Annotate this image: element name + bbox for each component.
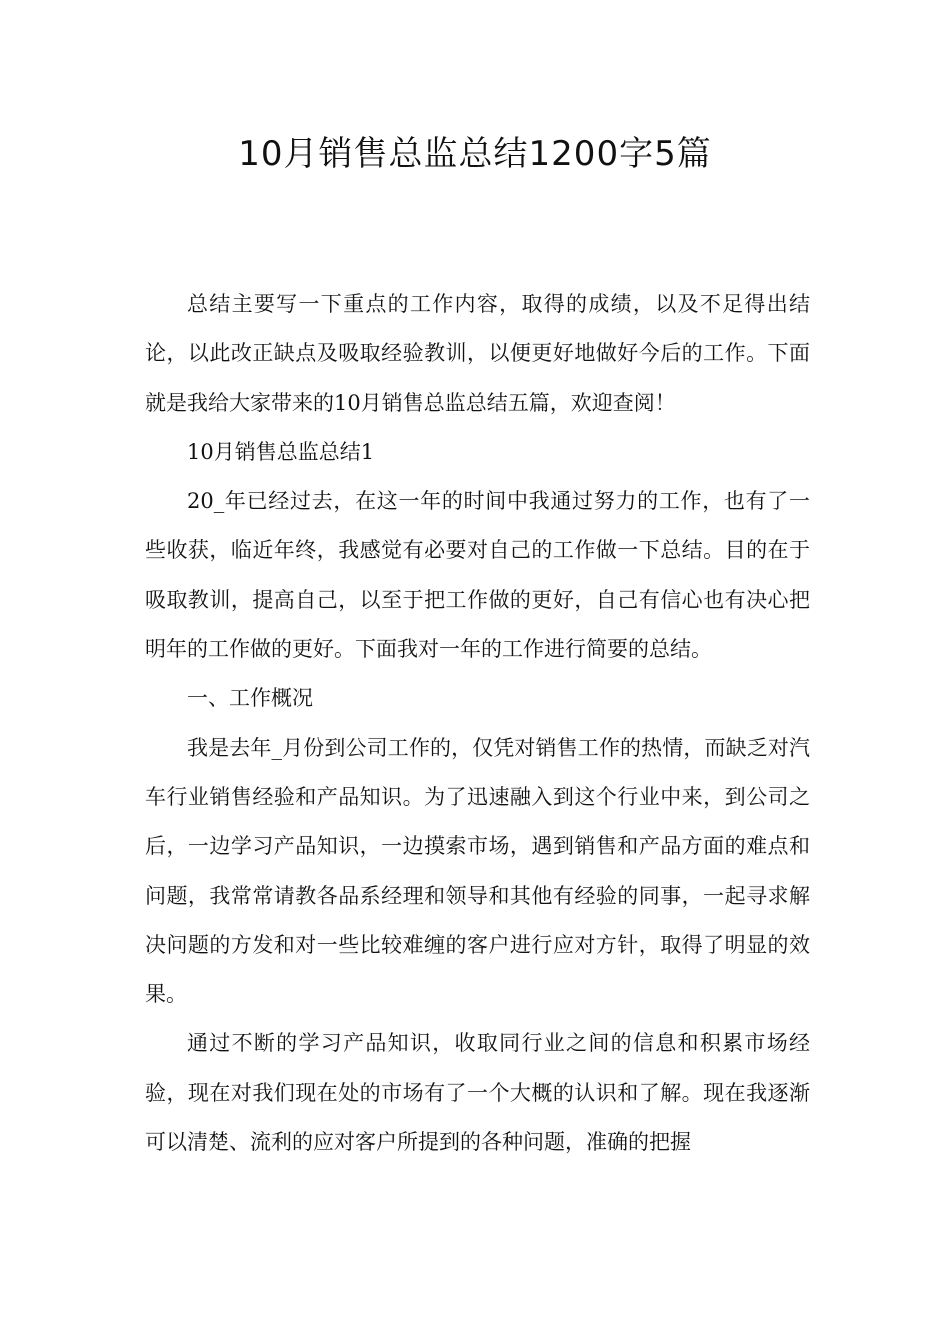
body-paragraph: 20_年已经过去，在这一年的时间中我通过努力的工作，也有了一些收获，临近年终，我感觉有必要对自己的工作做一下总结。目的在于吸取教训，提高自己，以至于把工作做的更好，自己有信心也有决心把明年的工作做的更好。下面我对一年的工作进行简要的总结。 — [145, 489, 810, 662]
body-paragraph: 通过不断的学习产品知识，收取同行业之间的信息和积累市场经验，现在对我们现在处的市场有了一个大概的认识和了解。现在我逐渐可以清楚、流利的应对客户所提到的各种问题，准确的把握 — [145, 1031, 810, 1155]
document-body — [145, 280, 810, 1167]
section-heading: 10月销售总监总结1 — [187, 439, 375, 464]
document-title: 10月销售总监总结1200字5篇 — [238, 134, 712, 174]
intro-paragraph: 总结主要写一下重点的工作内容，取得的成绩，以及不足得出结论，以此改正缺点及吸取经验教训，以便更好地做好今后的工作。下面就是我给大家带来的10月销售总监总结五篇，欢迎查阅！ — [145, 292, 810, 415]
body-paragraph: 我是去年_月份到公司工作的，仅凭对销售工作的热情，而缺乏对汽车行业销售经验和产品知识。为了迅速融入到这个行业中来，到公司之后，一边学习产品知识，一边摸索市场，遇到销售和产品方面的难点和问题，我常常请教各品系经理和领导和其他有经验的同事，一起寻求解决问题的方发和对一些比较难缠的客户进行应对方针，取得了明显的效果。 — [145, 735, 810, 1007]
subsection-heading: 一、工作概况 — [187, 686, 313, 711]
